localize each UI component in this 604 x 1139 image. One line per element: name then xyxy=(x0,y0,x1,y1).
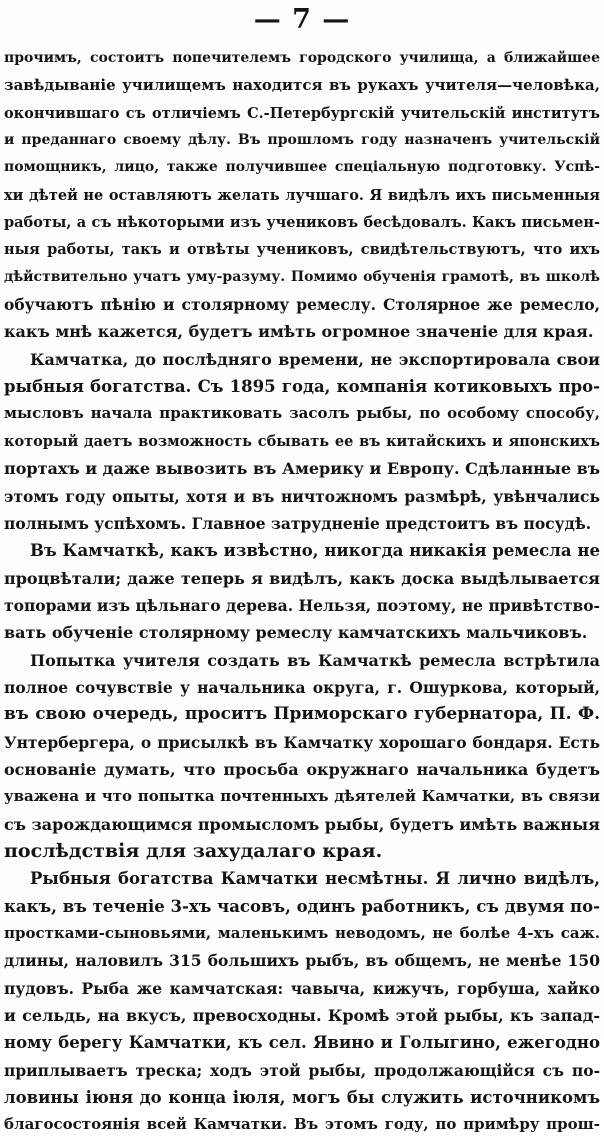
text-line: Камчатка, до послѣдняго времени, не экспортировала свои xyxy=(30,349,600,369)
text-line: который даетъ возможность сбывать ее въ китайскихъ и японскихъ xyxy=(4,432,600,450)
text-line: ловины іюня до конца іюля, могъ бы служить источникомъ xyxy=(4,1088,600,1108)
text-line: полнымъ успѣхомъ. Главное затрудненіе предстоитъ въ посудѣ. xyxy=(4,513,592,533)
text-line: какъ мнѣ кажется, будетъ имѣть огромное значеніе для края. xyxy=(4,322,594,342)
text-line: процвѣтали; даже теперь я видѣлъ, какъ доска выдѣлывается xyxy=(4,568,600,588)
page-number: — 7 — xyxy=(253,4,351,35)
body-text xyxy=(4,45,600,1139)
text-line: съ зарождающимся промысломъ рыбы, будетъ имѣть важныя xyxy=(4,814,600,834)
text-line: основаніе думать, что просьба окружнаго начальника будетъ xyxy=(4,759,600,779)
text-line: топорами изъ цѣльнаго дерева. Нельзя, поэтому, не привѣтство- xyxy=(4,595,600,615)
text-line: и сельдь, на вкусъ, превосходны. Кромѣ этой рыбы, къ запад- xyxy=(4,1006,600,1026)
text-line: уважена и что попытка почтенныхъ дѣятелей Камчатки, въ связи xyxy=(4,787,600,806)
text-line: ныя работы, такъ и отвѣты учениковъ, свидѣтельствуютъ, что ихъ xyxy=(4,241,600,259)
text-line: ному берегу Камчатки, къ сел. Явино и Голыгино, ежегодно xyxy=(4,1033,600,1053)
text-line: прочимъ, состоитъ попечителемъ городского училища, а ближайшее xyxy=(4,50,600,66)
text-line: и преданнаго своему дѣлу. Въ прошломъ году назначенъ учительскій xyxy=(4,132,600,149)
text-line: помощникъ, лицо, также получившее спеціальную подготовку. Успѣ- xyxy=(4,159,600,176)
text-line: этомъ году опыты, хотя и въ ничтожномъ размѣрѣ, увѣнчались xyxy=(4,486,600,506)
text-line: пудовъ. Рыба же камчатская: чавыча, кижучъ, горбуша, хайко xyxy=(4,978,600,998)
text-line: простками-сыновьями, маленькимъ неводомъ, не болѣе 4-хъ саж. xyxy=(4,924,600,942)
text-line: длины, наловилъ 315 большихъ рыбъ, въ общемъ, не менѣе 150 xyxy=(4,951,600,971)
text-line: работы, а съ нѣкоторыми изъ учениковъ бесѣдовалъ. Какъ письмен- xyxy=(4,214,600,232)
text-line: приплываетъ треска; ходъ этой рыбы, продолжающійся съ по- xyxy=(4,1060,600,1080)
text-line: Попытка учителя создать въ Камчаткѣ ремесла встрѣтила xyxy=(30,650,600,670)
text-line: полное сочувствіе у начальника округа, г. Ошуркова, который, xyxy=(4,677,600,697)
text-line: вать обученіе столярному ремеслу камчатскихъ мальчиковъ. xyxy=(4,623,588,643)
text-line: мысловъ начала практиковать засолъ рыбы, по особому способу, xyxy=(4,404,600,423)
text-line: хи дѣтей не оставляютъ желать лучшаго. Я видѣлъ ихъ письменныя xyxy=(4,186,600,204)
text-line: Рыбныя богатства Камчатки несмѣтны. Я лично видѣлъ, xyxy=(30,869,600,889)
text-line: рыбныя богатства. Съ 1895 года, компанія котиковыхъ про- xyxy=(4,377,600,397)
text-line: благосостоянія всей Камчатки. Въ этомъ году, по примѣру прош- xyxy=(4,1115,600,1134)
text-line: Въ Камчаткѣ, какъ извѣстно, никогда никакія ремесла не xyxy=(30,541,600,561)
text-line: послѣдствія для захудалаго края. xyxy=(4,839,383,862)
text-line: въ свою очередь, проситъ Приморскаго губернатора, П. Ф. xyxy=(4,704,600,725)
text-line: окончившаго съ отличіемъ С.-Петербургскій учительскій институтъ xyxy=(4,104,600,122)
text-line: какъ, въ теченіе 3-хъ часовъ, одинъ работникъ, съ двумя по- xyxy=(4,896,600,916)
text-line: Унтербергера, о присылкѣ въ Камчатку хорошаго бондаря. Есть xyxy=(4,732,600,752)
text-line: дѣйствительно учатъ уму-разуму. Помимо обученія грамотѣ, въ школѣ xyxy=(4,268,600,285)
text-line: завѣдываніе училищемъ находится въ рукахъ учителя—человѣка, xyxy=(4,76,600,95)
text-line: портахъ и даже вывозить въ Америку и Европу. Сдѣланные въ xyxy=(4,459,600,479)
text-line: обучаютъ пѣнію и столярному ремеслу. Столярное же ремесло, xyxy=(4,295,600,315)
